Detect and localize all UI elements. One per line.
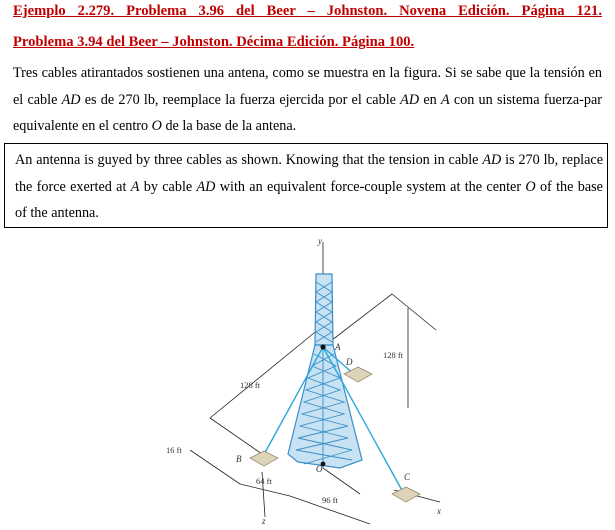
dim-96-label: 96 ft bbox=[322, 495, 338, 505]
axis-x-label: x bbox=[437, 506, 441, 516]
ground-line-front bbox=[323, 468, 360, 494]
point-D-label: D bbox=[346, 357, 353, 367]
point-B-label: B bbox=[236, 454, 242, 464]
english-statement: An antenna is guyed by three cables as shown. Knowing that the tension in cable AD is 270 lb, replace the force exerted at A by cable AD with an equivalent force-couple system at the center O of the base of the antenna. bbox=[15, 152, 604, 221]
point-C-label: C bbox=[404, 472, 411, 482]
anchor-C bbox=[392, 487, 420, 502]
dim-128-left-label: 128 ft bbox=[240, 380, 261, 390]
dim-line-16 bbox=[190, 450, 240, 484]
dim-64-label: 64 ft bbox=[256, 476, 272, 486]
english-statement-box bbox=[4, 143, 608, 228]
antenna-figure bbox=[0, 232, 615, 530]
spanish-statement: Tres cables atirantados sostienen una antena, como se muestra en la figura. Si se sabe que la tensión en el cable AD es de 270 lb, reemplace la fuerza ejercida por el cable AD en A con un sistema fuerza-par equivalente en el centro O de la base de la antena. bbox=[13, 65, 602, 134]
ground-line-left bbox=[210, 418, 262, 454]
example-title: Ejemplo 2.279. Problema 3.96 del Beer – Johnston. Novena Edición. Página 121. bbox=[13, 3, 602, 19]
point-O-label: O bbox=[316, 464, 323, 474]
anchor-B bbox=[250, 451, 278, 466]
point-A-marker bbox=[320, 344, 325, 349]
axis-z-label: z bbox=[262, 516, 266, 526]
dim-16-label: 16 ft bbox=[166, 445, 182, 455]
dim-128-right-label: 128 ft bbox=[383, 350, 404, 360]
point-A-label: A bbox=[335, 342, 341, 352]
problem-reference: Problema 3.94 del Beer – Johnston. Décima Edición. Página 100. bbox=[13, 34, 415, 50]
axis-y-label: y bbox=[318, 236, 322, 246]
dim-line-right bbox=[392, 294, 436, 330]
tower-mast bbox=[315, 274, 333, 345]
